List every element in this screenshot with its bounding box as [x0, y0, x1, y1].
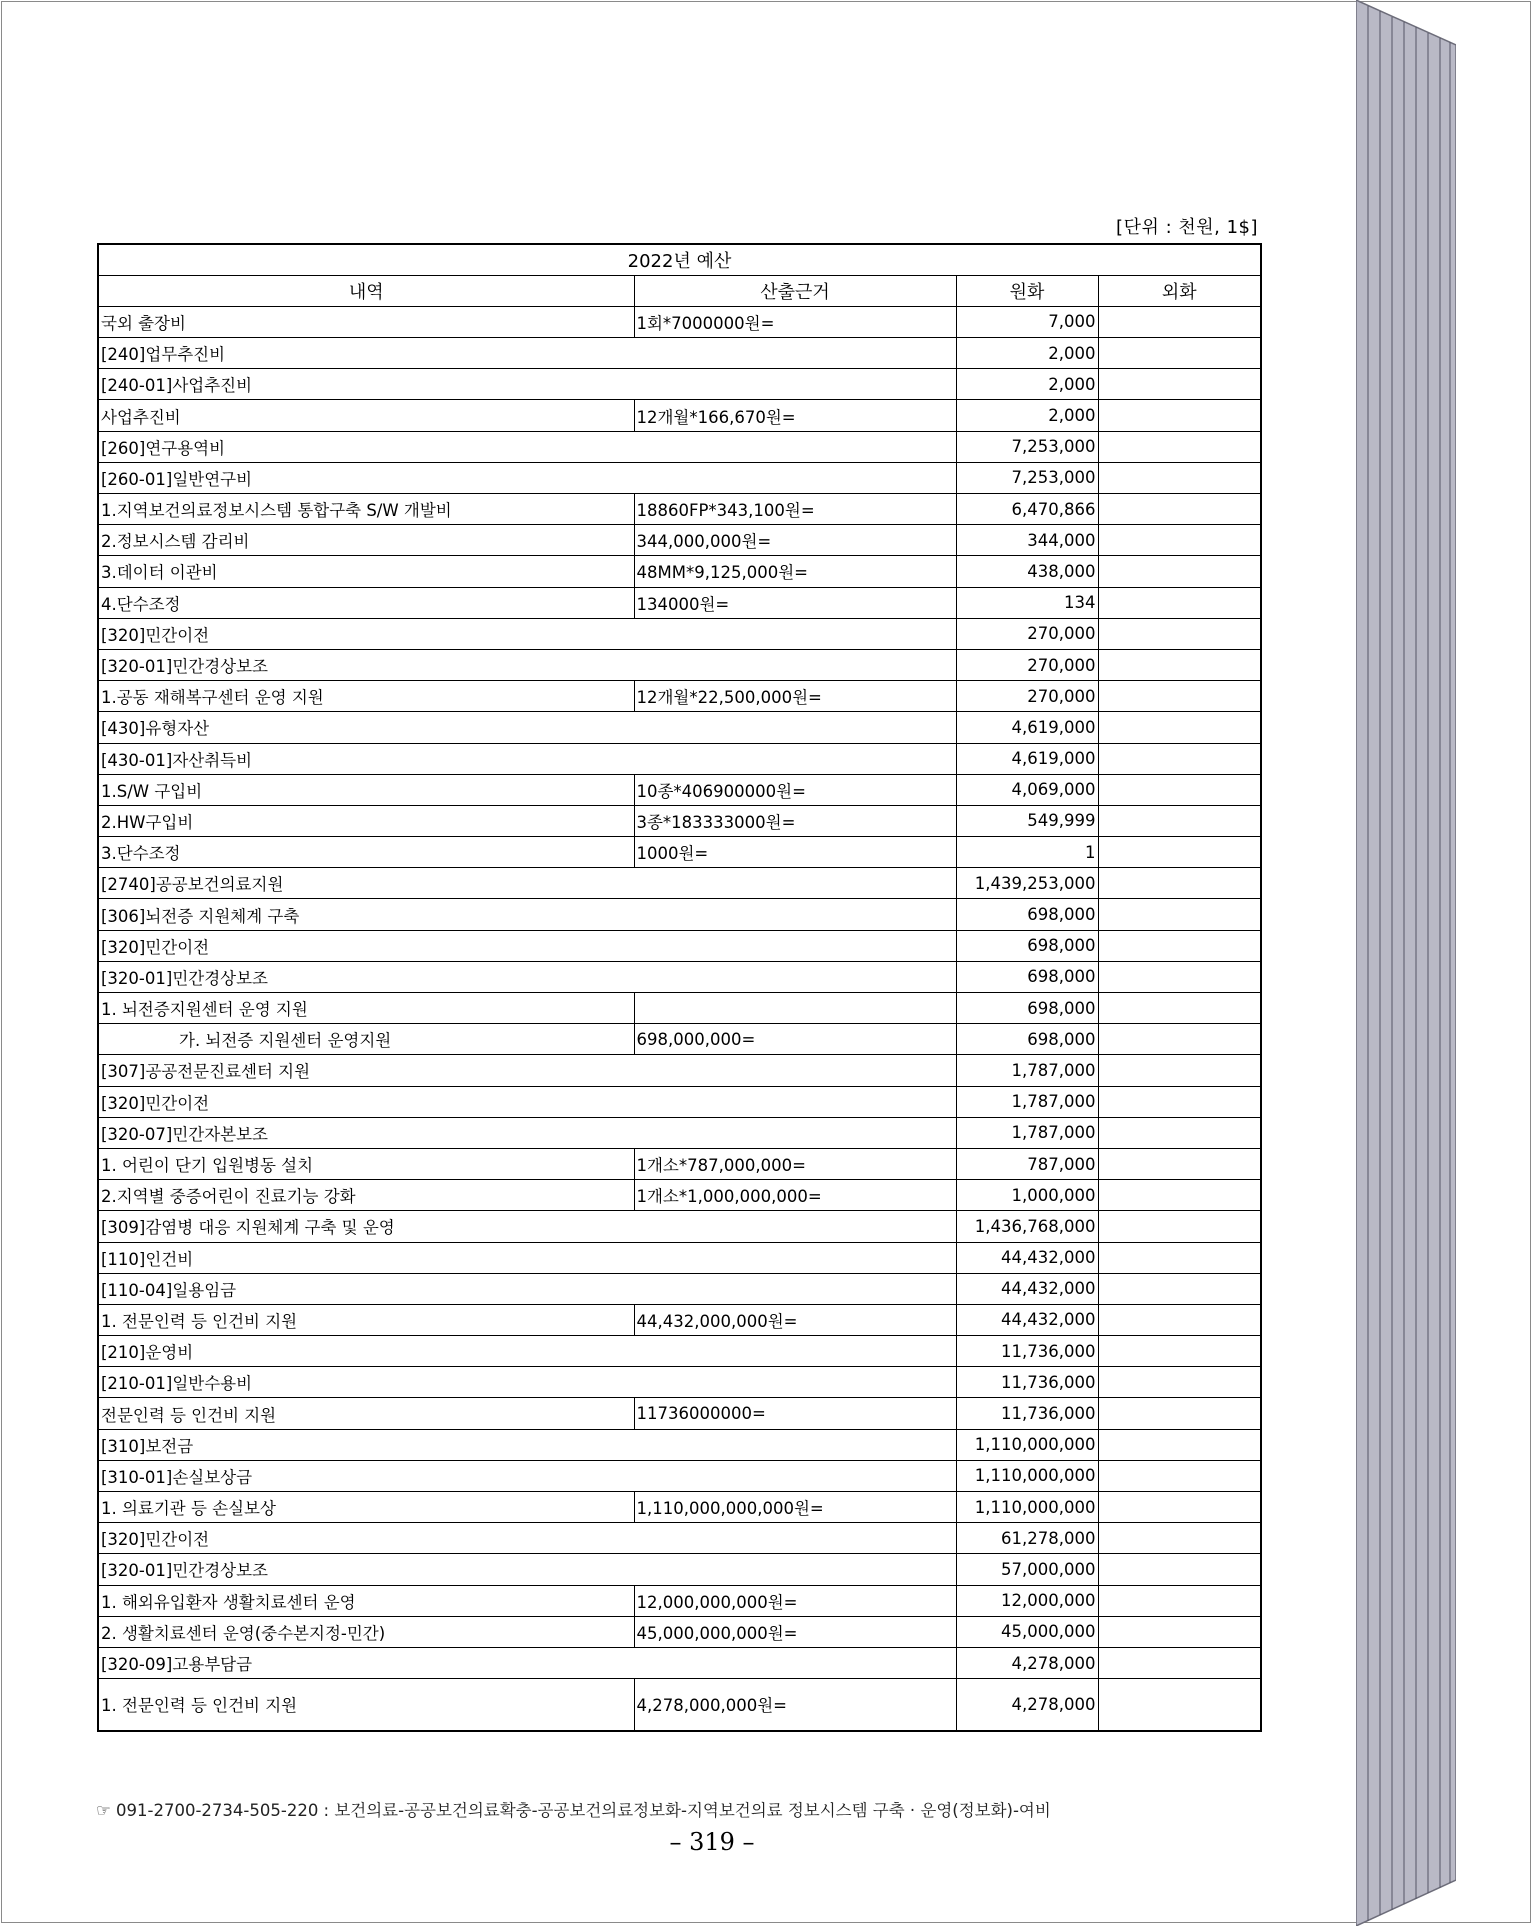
- row-item: [306]뇌전증 지원체계 구축: [98, 899, 956, 930]
- row-krw-amount: 2,000: [956, 400, 1098, 431]
- row-item: [240-01]사업추진비: [98, 369, 956, 400]
- row-item: 3.데이터 이관비: [98, 556, 634, 587]
- table-row: [98, 1616, 1261, 1647]
- table-row: [98, 1086, 1261, 1117]
- row-foreign-amount: [1098, 1398, 1261, 1429]
- row-krw-amount: 4,069,000: [956, 774, 1098, 805]
- row-krw-amount: 4,278,000: [956, 1679, 1098, 1731]
- unit-label: [단위 : 천원, 1$]: [1116, 217, 1258, 238]
- row-krw-amount: 1,439,253,000: [956, 868, 1098, 899]
- row-basis: 3종*183333000원=: [634, 805, 956, 836]
- table-row: [98, 1055, 1261, 1086]
- row-krw-amount: 2,000: [956, 338, 1098, 369]
- row-foreign-amount: [1098, 1117, 1261, 1148]
- row-basis: 134000원=: [634, 587, 956, 618]
- row-item: 2. 생활치료센터 운영(중수본지정-민간): [98, 1616, 634, 1647]
- row-foreign-amount: [1098, 805, 1261, 836]
- row-foreign-amount: [1098, 494, 1261, 525]
- row-item: [260-01]일반연구비: [98, 462, 956, 493]
- row-krw-amount: 1,110,000,000: [956, 1429, 1098, 1460]
- row-item: [320-09]고용부담금: [98, 1647, 956, 1678]
- row-krw-amount: 45,000,000: [956, 1616, 1098, 1647]
- row-foreign-amount: [1098, 774, 1261, 805]
- row-krw-amount: 344,000: [956, 525, 1098, 556]
- row-item: 2.지역별 중증어린이 진료기능 강화: [98, 1180, 634, 1211]
- row-basis: 1개소*787,000,000=: [634, 1148, 956, 1179]
- year-header: 2022년 예산: [98, 244, 1261, 275]
- row-item: [320]민간이전: [98, 1086, 956, 1117]
- header-row-columns: [98, 275, 1261, 306]
- row-krw-amount: 134: [956, 587, 1098, 618]
- row-krw-amount: 4,278,000: [956, 1647, 1098, 1678]
- row-item: [430]유형자산: [98, 712, 956, 743]
- table-row: [98, 805, 1261, 836]
- row-basis: 4,278,000,000원=: [634, 1679, 956, 1731]
- table-row: [98, 462, 1261, 493]
- table-body: [98, 306, 1261, 1730]
- col-item-header: 내역: [98, 275, 634, 306]
- row-foreign-amount: [1098, 1679, 1261, 1731]
- row-item: 1. 전문인력 등 인건비 지원: [98, 1679, 634, 1731]
- row-krw-amount: 1,787,000: [956, 1117, 1098, 1148]
- row-krw-amount: 61,278,000: [956, 1523, 1098, 1554]
- row-basis: 12개월*22,500,000원=: [634, 681, 956, 712]
- row-basis: 1개소*1,000,000,000=: [634, 1180, 956, 1211]
- row-basis: 11736000000=: [634, 1398, 956, 1429]
- row-basis: 48MM*9,125,000원=: [634, 556, 956, 587]
- row-item: [240]업무추진비: [98, 338, 956, 369]
- table-row: [98, 1273, 1261, 1304]
- row-item: 2.정보시스템 감리비: [98, 525, 634, 556]
- row-krw-amount: 6,470,866: [956, 494, 1098, 525]
- row-foreign-amount: [1098, 1647, 1261, 1678]
- row-krw-amount: 11,736,000: [956, 1336, 1098, 1367]
- row-krw-amount: 698,000: [956, 961, 1098, 992]
- table-row: [98, 649, 1261, 680]
- row-foreign-amount: [1098, 1367, 1261, 1398]
- row-foreign-amount: [1098, 1180, 1261, 1211]
- row-item: [430-01]자산취득비: [98, 743, 956, 774]
- row-item: [320]민간이전: [98, 1523, 956, 1554]
- row-item: [320]민간이전: [98, 930, 956, 961]
- row-foreign-amount: [1098, 868, 1261, 899]
- row-krw-amount: 698,000: [956, 1024, 1098, 1055]
- row-foreign-amount: [1098, 1523, 1261, 1554]
- row-foreign-amount: [1098, 1554, 1261, 1585]
- row-item: 가. 뇌전증 지원센터 운영지원: [98, 1024, 634, 1055]
- row-foreign-amount: [1098, 993, 1261, 1024]
- table-row: [98, 1117, 1261, 1148]
- row-basis: 18860FP*343,100원=: [634, 494, 956, 525]
- table-row: [98, 1398, 1261, 1429]
- table-row: [98, 930, 1261, 961]
- table-row: [98, 1460, 1261, 1491]
- row-foreign-amount: [1098, 369, 1261, 400]
- row-foreign-amount: [1098, 649, 1261, 680]
- row-krw-amount: 44,432,000: [956, 1304, 1098, 1335]
- row-krw-amount: 1,110,000,000: [956, 1492, 1098, 1523]
- header-row-year: [98, 244, 1261, 275]
- row-basis: 45,000,000,000원=: [634, 1616, 956, 1647]
- row-item: [2740]공공보건의료지원: [98, 868, 956, 899]
- row-item: [309]감염병 대응 지원체계 구축 및 운영: [98, 1211, 956, 1242]
- table-row: [98, 1367, 1261, 1398]
- row-item: [320-01]민간경상보조: [98, 1554, 956, 1585]
- row-item: 1. 전문인력 등 인건비 지원: [98, 1304, 634, 1335]
- table-row: [98, 618, 1261, 649]
- table-row: [98, 525, 1261, 556]
- row-item: [110]인건비: [98, 1242, 956, 1273]
- row-item: 1.공동 재해복구센터 운영 지원: [98, 681, 634, 712]
- row-item: 4.단수조정: [98, 587, 634, 618]
- table-row: [98, 1024, 1261, 1055]
- table-row: [98, 961, 1261, 992]
- row-basis: 12,000,000,000원=: [634, 1585, 956, 1616]
- row-krw-amount: 44,432,000: [956, 1242, 1098, 1273]
- row-foreign-amount: [1098, 1304, 1261, 1335]
- row-item: [110-04]일용임금: [98, 1273, 956, 1304]
- row-krw-amount: 2,000: [956, 369, 1098, 400]
- row-krw-amount: 698,000: [956, 993, 1098, 1024]
- row-krw-amount: 57,000,000: [956, 1554, 1098, 1585]
- row-krw-amount: 7,253,000: [956, 431, 1098, 462]
- table-row: [98, 1523, 1261, 1554]
- table-row: [98, 1336, 1261, 1367]
- table-row: [98, 1304, 1261, 1335]
- row-foreign-amount: [1098, 618, 1261, 649]
- row-foreign-amount: [1098, 1585, 1261, 1616]
- table-row: [98, 1492, 1261, 1523]
- row-krw-amount: 12,000,000: [956, 1585, 1098, 1616]
- row-foreign-amount: [1098, 712, 1261, 743]
- row-krw-amount: 7,000: [956, 306, 1098, 337]
- row-foreign-amount: [1098, 930, 1261, 961]
- row-item: [307]공공전문진료센터 지원: [98, 1055, 956, 1086]
- row-krw-amount: 1,787,000: [956, 1086, 1098, 1117]
- row-foreign-amount: [1098, 1336, 1261, 1367]
- row-foreign-amount: [1098, 899, 1261, 930]
- table-row: [98, 993, 1261, 1024]
- row-foreign-amount: [1098, 1024, 1261, 1055]
- row-item: 3.단수조정: [98, 837, 634, 868]
- table-row: [98, 306, 1261, 337]
- row-foreign-amount: [1098, 1148, 1261, 1179]
- row-basis: 10종*406900000원=: [634, 774, 956, 805]
- row-foreign-amount: [1098, 431, 1261, 462]
- row-krw-amount: 1,787,000: [956, 1055, 1098, 1086]
- row-item: 2.HW구입비: [98, 805, 634, 836]
- table-row: [98, 1180, 1261, 1211]
- table-row: [98, 899, 1261, 930]
- row-item: 1.지역보건의료정보시스템 통합구축 S/W 개발비: [98, 494, 634, 525]
- table-row: [98, 587, 1261, 618]
- row-foreign-amount: [1098, 306, 1261, 337]
- row-foreign-amount: [1098, 681, 1261, 712]
- row-krw-amount: 7,253,000: [956, 462, 1098, 493]
- row-krw-amount: 438,000: [956, 556, 1098, 587]
- row-foreign-amount: [1098, 1429, 1261, 1460]
- table-row: [98, 369, 1261, 400]
- row-krw-amount: 270,000: [956, 681, 1098, 712]
- page-number: – 319 –: [669, 1828, 755, 1856]
- row-basis: 1회*7000000원=: [634, 306, 956, 337]
- row-krw-amount: 1,000,000: [956, 1180, 1098, 1211]
- table-row: [98, 712, 1261, 743]
- table-row: [98, 1148, 1261, 1179]
- row-foreign-amount: [1098, 556, 1261, 587]
- row-basis: 1,110,000,000,000원=: [634, 1492, 956, 1523]
- row-basis: [634, 993, 956, 1024]
- table-row: [98, 837, 1261, 868]
- col-krw-header: 원화: [956, 275, 1098, 306]
- table-row: [98, 431, 1261, 462]
- row-item: 1. 의료기관 등 손실보상: [98, 1492, 634, 1523]
- table-row: [98, 743, 1261, 774]
- row-foreign-amount: [1098, 400, 1261, 431]
- row-krw-amount: 11,736,000: [956, 1367, 1098, 1398]
- row-item: 사업추진비: [98, 400, 634, 431]
- row-basis: 12개월*166,670원=: [634, 400, 956, 431]
- table-row: [98, 1242, 1261, 1273]
- row-foreign-amount: [1098, 961, 1261, 992]
- table-row: [98, 1211, 1261, 1242]
- row-item: [310]보전금: [98, 1429, 956, 1460]
- row-krw-amount: 698,000: [956, 930, 1098, 961]
- row-krw-amount: 44,432,000: [956, 1273, 1098, 1304]
- row-foreign-amount: [1098, 587, 1261, 618]
- table-row: [98, 1679, 1261, 1731]
- row-foreign-amount: [1098, 837, 1261, 868]
- row-foreign-amount: [1098, 1211, 1261, 1242]
- row-item: [320]민간이전: [98, 618, 956, 649]
- row-krw-amount: 1,110,000,000: [956, 1460, 1098, 1491]
- page-stack-edge: [1356, 0, 1456, 1926]
- row-basis: 1000원=: [634, 837, 956, 868]
- table-row: [98, 774, 1261, 805]
- row-foreign-amount: [1098, 743, 1261, 774]
- row-item: [260]연구용역비: [98, 431, 956, 462]
- col-basis-header: 산출근거: [634, 275, 956, 306]
- row-item: [320-01]민간경상보조: [98, 961, 956, 992]
- row-item: 국외 출장비: [98, 306, 634, 337]
- row-item: 1. 어린이 단기 입원병동 설치: [98, 1148, 634, 1179]
- table-row: [98, 494, 1261, 525]
- row-item: [320-01]민간경상보조: [98, 649, 956, 680]
- row-foreign-amount: [1098, 525, 1261, 556]
- row-foreign-amount: [1098, 1273, 1261, 1304]
- row-krw-amount: 270,000: [956, 618, 1098, 649]
- table-row: [98, 1647, 1261, 1678]
- row-foreign-amount: [1098, 338, 1261, 369]
- row-krw-amount: 698,000: [956, 899, 1098, 930]
- row-krw-amount: 270,000: [956, 649, 1098, 680]
- row-krw-amount: 4,619,000: [956, 712, 1098, 743]
- table-row: [98, 868, 1261, 899]
- row-foreign-amount: [1098, 1086, 1261, 1117]
- table-row: [98, 556, 1261, 587]
- footnote: ☞ 091-2700-2734-505-220 : 보건의료-공공보건의료확충-공공보건의료정보화-지역보건의료 정보시스템 구축 · 운영(정보화)-여비: [96, 1801, 1051, 1820]
- row-foreign-amount: [1098, 1492, 1261, 1523]
- table-row: [98, 681, 1261, 712]
- table-row: [98, 338, 1261, 369]
- row-foreign-amount: [1098, 1460, 1261, 1491]
- row-krw-amount: 1: [956, 837, 1098, 868]
- row-item: [210-01]일반수용비: [98, 1367, 956, 1398]
- col-foreign-header: 외화: [1098, 275, 1261, 306]
- table-row: [98, 1554, 1261, 1585]
- row-item: 1. 해외유입환자 생활치료센터 운영: [98, 1585, 634, 1616]
- table-row: [98, 400, 1261, 431]
- table-row: [98, 1585, 1261, 1616]
- row-basis: 44,432,000,000원=: [634, 1304, 956, 1335]
- row-item: 1. 뇌전증지원센터 운영 지원: [98, 993, 634, 1024]
- row-krw-amount: 787,000: [956, 1148, 1098, 1179]
- table-row: [98, 1429, 1261, 1460]
- row-basis: 698,000,000=: [634, 1024, 956, 1055]
- row-krw-amount: 11,736,000: [956, 1398, 1098, 1429]
- row-item: 1.S/W 구입비: [98, 774, 634, 805]
- row-krw-amount: 549,999: [956, 805, 1098, 836]
- row-foreign-amount: [1098, 1242, 1261, 1273]
- row-krw-amount: 1,436,768,000: [956, 1211, 1098, 1242]
- row-item: [210]운영비: [98, 1336, 956, 1367]
- row-item: [310-01]손실보상금: [98, 1460, 956, 1491]
- row-item: 전문인력 등 인건비 지원: [98, 1398, 634, 1429]
- row-foreign-amount: [1098, 1055, 1261, 1086]
- row-item: [320-07]민간자본보조: [98, 1117, 956, 1148]
- budget-table: [97, 243, 1262, 1732]
- row-krw-amount: 4,619,000: [956, 743, 1098, 774]
- row-foreign-amount: [1098, 1616, 1261, 1647]
- row-basis: 344,000,000원=: [634, 525, 956, 556]
- row-foreign-amount: [1098, 462, 1261, 493]
